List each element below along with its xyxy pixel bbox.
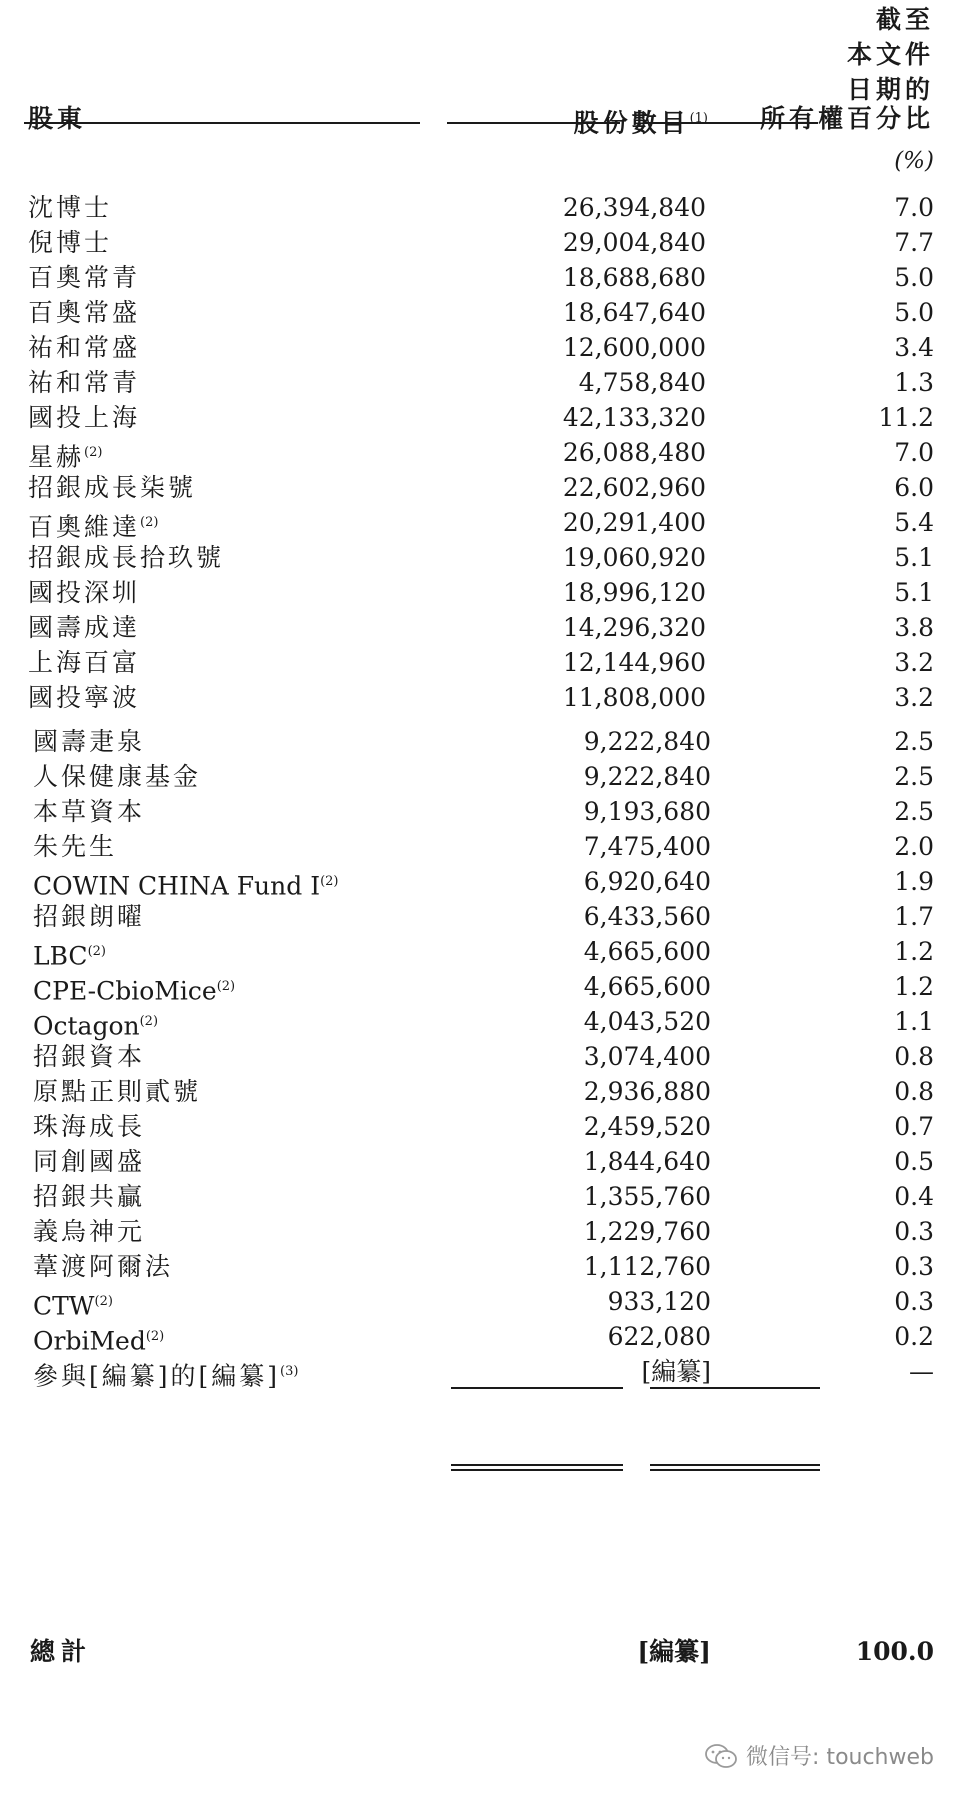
shareholder-name-text: CPE-CbioMice — [33, 976, 217, 1006]
ownership-percentage: 5.1 — [894, 578, 934, 607]
share-count: 1,229,760 — [583, 1217, 711, 1246]
shareholder-name — [28, 400, 140, 436]
shareholder-name — [33, 1354, 298, 1394]
shareholder-name — [28, 225, 112, 261]
ownership-percentage: 1.2 — [894, 972, 934, 1001]
watermark-text: 微信号: touchweb — [746, 1745, 934, 1770]
share-count: 2,459,520 — [583, 1112, 711, 1141]
percent-unit: (%) — [894, 148, 934, 174]
table-row — [0, 1004, 956, 1040]
shareholder-name-text: 招銀資本 — [33, 1042, 146, 1071]
ownership-percentage: — — [909, 1357, 934, 1386]
shareholder-name — [33, 829, 117, 865]
shareholder-name-text: 本草資本 — [33, 797, 146, 826]
shareholder-name — [33, 1109, 145, 1145]
ownership-percentage: 6.0 — [894, 473, 934, 502]
shareholder-name-text: CTW — [33, 1291, 95, 1321]
header-rule — [24, 122, 420, 124]
subtotal-rule — [650, 1387, 820, 1389]
ownership-percentage: 0.5 — [894, 1147, 934, 1176]
subtotal-rule — [451, 1387, 623, 1389]
total-double-rule — [451, 1464, 623, 1471]
shareholder-name-text: 原點正則貳號 — [33, 1077, 202, 1106]
share-count: 26,088,480 — [562, 438, 706, 467]
share-count: [編纂] — [641, 1357, 711, 1386]
table-row — [0, 575, 956, 611]
ownership-percentage: 5.0 — [894, 263, 934, 292]
ownership-percentage: 3.8 — [894, 613, 934, 642]
footnote-ref: (2) — [145, 1329, 165, 1344]
share-count: 18,996,120 — [562, 578, 706, 607]
table-row — [0, 295, 956, 331]
ownership-percentage: 2.5 — [894, 797, 934, 826]
shareholder-name — [28, 645, 140, 681]
shareholder-name — [33, 794, 145, 830]
ownership-percentage: 1.2 — [894, 937, 934, 966]
shareholder-name — [33, 1214, 145, 1250]
shareholder-name — [28, 575, 140, 611]
share-count: 3,074,400 — [583, 1042, 711, 1071]
share-count: 933,120 — [607, 1287, 711, 1316]
ownership-percentage: 0.4 — [894, 1182, 934, 1211]
table-row — [0, 794, 956, 830]
share-count: 4,758,840 — [578, 368, 706, 397]
table-row — [0, 969, 956, 1005]
shareholder-name-text: 招銀朗曜 — [33, 902, 146, 931]
table-row — [0, 829, 956, 865]
shareholder-name — [28, 330, 140, 366]
footnote-ref: (2) — [139, 1014, 159, 1029]
shareholder-name-text: 參與[編纂]的[編纂] — [33, 1361, 281, 1391]
shareholder-name-text: 人保健康基金 — [33, 762, 202, 791]
shareholder-name-text: 招銀成長拾玖號 — [28, 543, 225, 572]
table-row — [0, 505, 956, 541]
table-row — [0, 1109, 956, 1145]
shareholder-name-text: 珠海成長 — [33, 1112, 146, 1141]
total-percentage: 100.0 — [855, 1637, 934, 1666]
total-double-rule — [650, 1464, 820, 1471]
table-row — [0, 540, 956, 576]
share-count: 4,665,600 — [583, 972, 711, 1001]
share-count: 20,291,400 — [562, 508, 706, 537]
ownership-percentage: 2.5 — [894, 727, 934, 756]
ownership-percentage: 0.8 — [894, 1042, 934, 1071]
shareholder-name-text: 祐和常盛 — [28, 333, 141, 362]
share-count: 19,060,920 — [562, 543, 706, 572]
shareholder-name-text: 招銀成長柒號 — [28, 473, 197, 502]
shareholder-name-text: 星赫 — [28, 442, 85, 472]
table-row — [0, 1249, 956, 1285]
table-row — [0, 330, 956, 366]
share-count: 7,475,400 — [583, 832, 711, 861]
share-count: 1,844,640 — [583, 1147, 711, 1176]
shareholder-name-text: 國壽疌泉 — [33, 727, 146, 756]
shareholder-name — [33, 1179, 145, 1215]
share-count: 12,144,960 — [562, 648, 706, 677]
shareholder-name-text: Octagon — [33, 1011, 140, 1041]
shareholder-name-text: 國投上海 — [28, 403, 141, 432]
shareholder-name — [33, 1074, 201, 1110]
total-label: 總計 — [30, 1637, 93, 1666]
footnote-ref: (2) — [87, 944, 106, 959]
ownership-percentage: 0.7 — [894, 1112, 934, 1141]
shareholder-name — [28, 470, 196, 506]
share-count: 14,296,320 — [562, 613, 706, 642]
table-row — [0, 759, 956, 795]
ownership-percentage: 0.8 — [894, 1077, 934, 1106]
ownership-percentage: 5.4 — [894, 508, 934, 537]
shareholder-name-text: 朱先生 — [33, 832, 118, 861]
header-line: 本文件 — [846, 40, 934, 69]
ownership-percentage: 0.3 — [894, 1217, 934, 1246]
shareholder-name — [28, 190, 112, 226]
share-count: 1,112,760 — [583, 1252, 711, 1281]
table-row — [0, 470, 956, 506]
ownership-percentage: 0.2 — [894, 1322, 934, 1351]
table-row — [0, 1319, 956, 1355]
shareholder-name-text: 上海百富 — [28, 648, 141, 677]
share-count: 4,665,600 — [583, 937, 711, 966]
footnote-ref: (3) — [280, 1364, 299, 1379]
share-count: 26,394,840 — [562, 193, 706, 222]
shareholder-name — [33, 724, 145, 760]
table-row — [0, 899, 956, 935]
shareholder-name-text: 招銀共贏 — [33, 1182, 146, 1211]
shareholder-name-text: 國壽成達 — [28, 613, 141, 642]
table-row — [0, 435, 956, 471]
share-count: 42,133,320 — [562, 403, 706, 432]
ownership-percentage-header-last-line: 所有權百分比 — [759, 104, 934, 133]
shareholder-name-text: 倪博士 — [28, 228, 113, 257]
table-row — [0, 864, 956, 900]
table-row — [0, 934, 956, 970]
header-rule — [644, 122, 818, 124]
share-count: 18,647,640 — [562, 298, 706, 327]
table-row — [0, 190, 956, 226]
header-line: 截至 — [875, 5, 934, 34]
wechat-icon — [704, 1743, 738, 1769]
ownership-percentage: 2.5 — [894, 762, 934, 791]
footnote-ref: (1) — [689, 111, 708, 126]
shareholder-name — [33, 1144, 145, 1180]
share-count: 1,355,760 — [583, 1182, 711, 1211]
shareholder-name-text: 同創國盛 — [33, 1147, 146, 1176]
total-shares: [編纂] — [637, 1637, 711, 1666]
share-count: 18,688,680 — [562, 263, 706, 292]
table-row — [0, 225, 956, 261]
shareholder-name-text: COWIN CHINA Fund I — [33, 871, 321, 901]
share-count: 22,602,960 — [562, 473, 706, 502]
table-row — [0, 1039, 956, 1075]
shareholder-name-text: 國投寧波 — [28, 683, 141, 712]
ownership-percentage: 7.0 — [894, 438, 934, 467]
table-row — [0, 1354, 956, 1390]
ownership-percentage: 3.2 — [894, 648, 934, 677]
shareholder-name — [33, 1249, 173, 1285]
footnote-ref: (2) — [94, 1294, 113, 1309]
shareholder-name-text: OrbiMed — [33, 1326, 146, 1356]
table-row — [0, 1074, 956, 1110]
footnote-ref: (2) — [216, 979, 236, 994]
share-count: 29,004,840 — [562, 228, 706, 257]
shareholder-name-text: 沈博士 — [28, 193, 113, 222]
table-row — [0, 724, 956, 760]
shareholder-name-text: 國投深圳 — [28, 578, 141, 607]
footnote-ref: (2) — [140, 515, 159, 530]
shareholder-name — [33, 759, 201, 795]
table-row — [0, 1179, 956, 1215]
shareholder-name-text: 義烏神元 — [33, 1217, 146, 1246]
share-count: 9,222,840 — [583, 727, 711, 756]
shareholder-name — [28, 540, 224, 576]
table-row — [0, 1214, 956, 1250]
shares-header-text: 股份數目 — [573, 108, 690, 138]
share-count: 6,433,560 — [583, 902, 711, 931]
shareholder-name-text: 百奧常盛 — [28, 298, 141, 327]
share-count: 11,808,000 — [562, 683, 706, 712]
table-row — [0, 1284, 956, 1320]
table-row — [0, 260, 956, 296]
ownership-percentage: 3.2 — [894, 683, 934, 712]
share-count: 12,600,000 — [562, 333, 706, 362]
shareholder-name — [28, 295, 140, 331]
ownership-percentage: 1.9 — [894, 867, 934, 896]
ownership-percentage: 5.0 — [894, 298, 934, 327]
ownership-percentage: 7.7 — [894, 228, 934, 257]
ownership-percentage: 0.3 — [894, 1287, 934, 1316]
table-row — [0, 680, 956, 716]
ownership-percentage: 3.4 — [894, 333, 934, 362]
shareholder-name — [33, 899, 145, 935]
header-line: 日期的 — [846, 75, 934, 104]
shareholder-header: 股東 — [28, 104, 87, 133]
share-count: 622,080 — [607, 1322, 711, 1351]
shareholder-name — [28, 260, 140, 296]
ownership-percentage: 1.1 — [894, 1007, 934, 1036]
total-row — [0, 1634, 956, 1670]
wechat-watermark — [704, 1740, 934, 1771]
table-row — [0, 365, 956, 401]
table-row — [0, 1144, 956, 1180]
shareholder-name — [33, 1039, 145, 1075]
shareholder-name-text: LBC — [33, 941, 88, 971]
share-count: 2,936,880 — [583, 1077, 711, 1106]
share-count: 9,222,840 — [583, 762, 711, 791]
header-rule — [447, 122, 620, 124]
shareholder-name — [28, 365, 140, 401]
table-row — [0, 400, 956, 436]
shareholder-name-text: 百奧維達 — [28, 512, 141, 542]
shareholder-name-text: 祐和常青 — [28, 368, 141, 397]
share-count: 6,920,640 — [583, 867, 711, 896]
ownership-percentage: 1.3 — [894, 368, 934, 397]
shareholder-name-text: 百奧常青 — [28, 263, 141, 292]
ownership-percentage: 7.0 — [894, 193, 934, 222]
shareholder-name — [28, 680, 140, 716]
shareholder-name-text: 葦渡阿爾法 — [33, 1252, 174, 1281]
ownership-percentage: 11.2 — [878, 403, 934, 432]
share-count: 4,043,520 — [583, 1007, 711, 1036]
footnote-ref: (2) — [84, 445, 103, 460]
ownership-percentage: 5.1 — [894, 543, 934, 572]
table-row — [0, 610, 956, 646]
share-count: 9,193,680 — [583, 797, 711, 826]
ownership-percentage-header — [734, 2, 934, 107]
table-row — [0, 645, 956, 681]
ownership-percentage: 0.3 — [894, 1252, 934, 1281]
ownership-percentage: 1.7 — [894, 902, 934, 931]
footnote-ref: (2) — [320, 874, 339, 889]
shareholder-name — [28, 610, 140, 646]
ownership-percentage: 2.0 — [894, 832, 934, 861]
